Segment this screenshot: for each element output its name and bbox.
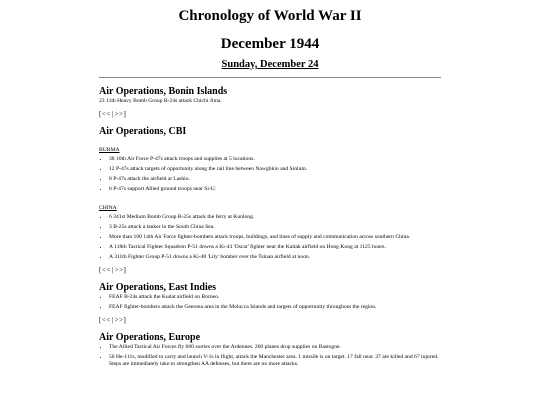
area-label-burma[interactable]: BURMA (99, 147, 120, 153)
prev-link[interactable]: [<< (99, 316, 111, 324)
list-item: • The Allied Tactical Air Forces fly 600 sorties over the Ardennes. 260 planes drop supplies on Bastogne. (109, 344, 444, 351)
section-heading: Air Operations, CBI (99, 126, 187, 137)
list-item: • A 311th Fighter Group P-51 downs a Ki-48 'Lily' bomber over the Tsinan airfield at noon. (109, 254, 444, 261)
list-item: • 12 P-47s attack targets of opportunity along the rail line between Nawghkio and Sinlum. (109, 166, 444, 173)
nav-links (99, 316, 444, 325)
burma-list (99, 156, 444, 193)
nav-separator: | (111, 316, 114, 324)
section-heading: Air Operations, East Indies (99, 282, 217, 293)
page-title: Chronology of World War II (178, 8, 362, 24)
day-heading (0, 59, 540, 70)
next-link[interactable]: >>] (114, 110, 127, 118)
list-item: • 38 10th Air Force P-47s attack troops and supplies at 5 locations. (109, 156, 444, 163)
section-bonin-islands (99, 86, 444, 119)
section-europe (99, 332, 444, 368)
list-item: • 3 B-25s attack a tanker in the South China Sea. (109, 224, 444, 231)
list-item: • 8 P-47s attack the airfield at Lashio. (109, 176, 444, 183)
nav-links (99, 266, 444, 275)
section-heading: Air Operations, Bonin Islands (99, 86, 228, 97)
area-label-china[interactable]: CHINA (99, 205, 117, 211)
section-east-indies (99, 282, 444, 325)
next-link[interactable]: >>] (114, 266, 127, 274)
europe-list (99, 344, 444, 368)
main-content (99, 86, 444, 374)
nav-separator: | (111, 110, 114, 118)
list-item: • A 118th Tactical Fighter Squadron P-51 downs a Ki-43 'Oscar' fighter near the Kaitak airfield on Hong Kong at 1125 hours. (109, 244, 444, 251)
prev-link[interactable]: [<< (99, 266, 111, 274)
east-indies-list (99, 294, 444, 311)
section-heading: Air Operations, Europe (99, 332, 201, 343)
list-item: • 50 He-111s, modified to carry and launch V-1s in flight, attack the Manchester area. 1 missile is on target. 17 fall near. 37 are killed and 67 injured. Steps are immediately take to strengthen AA defenses, but there are no more attacks. (109, 354, 444, 368)
list-item: • More than 100 14th Air Force fighter-bombers attack troops, buildings, and lines of supply and communication across southern China. (109, 234, 444, 241)
china-list (99, 214, 444, 261)
list-item: • FEAF B-24s attack the Kudat airfield on Borneo. (109, 294, 444, 301)
next-link[interactable]: >>] (114, 316, 127, 324)
list-item: • FEAF fighter-bombers attack the Geeroea area in the Molucca Islands and targets of opportunity throughout the region. (109, 304, 444, 311)
list-item: • 6 P-47s support Allied ground troops near Si-U. (109, 186, 444, 193)
nav-links (99, 110, 444, 119)
page-subtitle-month: December 1944 (220, 36, 320, 52)
prev-link[interactable]: [<< (99, 110, 111, 118)
section-cbi (99, 126, 444, 275)
day-link[interactable]: Sunday, December 24 (221, 59, 319, 70)
nav-separator: | (111, 266, 114, 274)
horizontal-rule (99, 77, 441, 78)
section-text: 23 11th Heavy Bomb Group B-24s attack Chichi Jima. (99, 98, 222, 104)
list-item: • 6 341st Medium Bomb Group B-25s attack the ferry at Kunlong. (109, 214, 444, 221)
